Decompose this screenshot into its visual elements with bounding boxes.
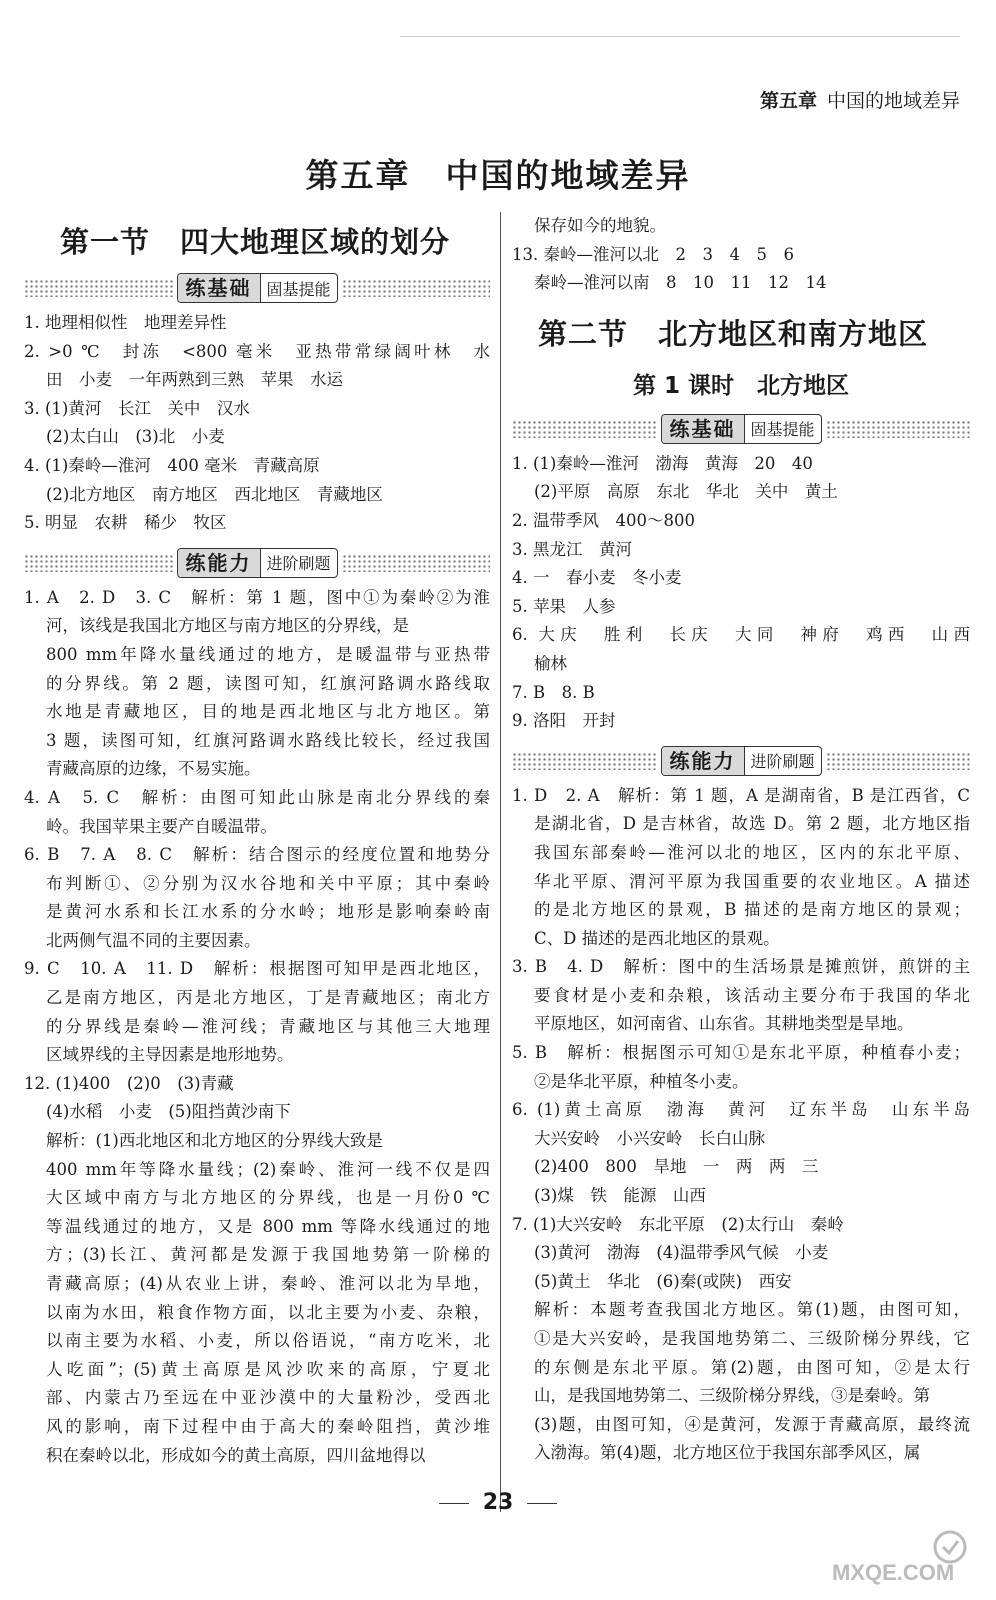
answer-line: 布判断①、②分别为汉水谷地和关中平原；其中秦岭 <box>46 873 490 893</box>
answer-line: 3. 黑龙江 黄河 <box>512 539 632 559</box>
answer-line: 的是北方地区的景观，B 描述的是南方地区的景观； <box>534 900 970 920</box>
answer-line: 6. (1)黄土高原 渤海 黄河 辽东半岛 山东半岛 <box>512 1100 970 1120</box>
answer-line: (2)平原 高原 东北 华北 关中 黄土 <box>534 482 838 502</box>
answer-line: 9. C 10. A 11. D 解析：根据图可知甲是西北地区， <box>24 959 490 979</box>
answer-line: 北两侧气温不同的主要因素。 <box>46 930 261 950</box>
answer-line: 以南为水田，粮食作物方面，以北主要为小麦、杂粮， <box>46 1302 490 1322</box>
banner-sublabel: 固基提能 <box>750 420 815 440</box>
answer-line: 风的影响，南下过程中由于高大的秦岭阻挡，黄沙堆 <box>46 1416 490 1436</box>
answer-line: 积在秦岭以北，形成如今的黄土高原，四川盆地得以 <box>46 1445 426 1465</box>
answer-list <box>512 212 970 298</box>
answer-line: (4)水稻 小麦 (5)阻挡黄沙南下 <box>46 1102 291 1122</box>
banner-sublabel: 进阶刷题 <box>266 554 331 574</box>
answer-line: (3)题，由图可知，④是黄河，发源于青藏高原，最终流 <box>534 1414 970 1434</box>
answer-line: 4. A 5. C 解析：由图可知此山脉是南北分界线的秦 <box>24 787 490 807</box>
answer-list <box>24 309 490 538</box>
running-header <box>760 86 960 113</box>
answer-list <box>24 584 490 1470</box>
answer-line: 解析：本题考查我国北方地区。第(1)题，由图可知， <box>534 1300 970 1320</box>
answer-line: 9. 洛阳 开封 <box>512 711 616 731</box>
answer-line: 1. A 2. D 3. C 解析：第 1 题，图中①为秦岭②为淮 <box>24 587 490 607</box>
answer-line: 青藏高原；(4)从农业上讲，秦岭、淮河以北为旱地， <box>46 1274 490 1293</box>
answer-line: ②是华北平原，种植冬小麦。 <box>534 1071 749 1091</box>
answer-list <box>512 782 970 1468</box>
answer-line: 5. 明显 农耕 稀少 牧区 <box>24 513 227 533</box>
answer-line: (2)400 800 旱地 一 两 两 三 <box>534 1157 819 1177</box>
column-divider <box>500 212 501 1512</box>
section-title: 第一节 四大地理区域的划分 <box>60 225 451 259</box>
banner-ability <box>512 744 970 778</box>
answer-line: 400 mm年等降水量线；(2)秦岭、淮河一线不仅是四 <box>46 1159 490 1179</box>
answer-line: 山，是我国地势第二、三级阶梯分界线，③是秦岭。第 <box>534 1386 930 1406</box>
banner-label: 练基础 <box>662 415 745 443</box>
answer-line: 5. B 解析：根据图示可知①是东北平原，种植春小麦； <box>512 1043 970 1063</box>
answer-line: 3 题，读图可知，红旗河路调水路线比较长，经过我国 <box>46 730 490 750</box>
answer-list <box>512 450 970 736</box>
answer-logo-icon <box>935 1532 965 1562</box>
top-rule <box>400 36 960 37</box>
answer-line: 1. 地理相似性 地理差异性 <box>24 313 227 332</box>
answer-line: 青藏高原的边缘，不易实施。 <box>46 759 261 779</box>
banner-sublabel: 固基提能 <box>266 279 331 299</box>
header-chapter: 第五章 <box>759 90 817 112</box>
answer-line: C、D 描述的是西北地区的景观。 <box>534 928 780 948</box>
answer-line: 解析：(1)西北地区和北方地区的分界线大致是 <box>46 1131 383 1151</box>
answer-line: (3)黄河 渤海 (4)温带季风气候 小麦 <box>534 1243 829 1263</box>
answer-line: 榆林 <box>534 653 567 673</box>
answer-line: 保存如今的地貌。 <box>534 216 666 235</box>
answer-line: 1. (1)秦岭—淮河 渤海 黄海 20 40 <box>512 453 813 473</box>
left-column <box>24 212 490 1470</box>
answer-line: 水地是青藏地区，目的地是西北地区与北方地区。第 <box>46 702 490 722</box>
banner-label: 练能力 <box>662 747 745 775</box>
answer-line: 3. B 4. D 解析：图中的生活场景是摊煎饼，煎饼的主 <box>512 957 970 977</box>
answer-line: 1. D 2. A 解析：第 1 题，A 是湖南省，B 是江西省，C <box>512 785 970 805</box>
answer-line: 4. (1)秦岭—淮河 400 毫米 青藏高原 <box>24 455 320 475</box>
header-title: 中国的地域差异 <box>826 90 960 112</box>
answer-line: 12. (1)400 (2)0 (3)青藏 <box>24 1073 234 1093</box>
watermark-text: MXQE.COM <box>832 1560 955 1585</box>
answer-line: 区域界线的主导因素是地形地势。 <box>46 1045 294 1065</box>
answer-line: 大兴安岭 小兴安岭 长白山脉 <box>534 1128 765 1148</box>
answer-line: 4. 一 春小麦 冬小麦 <box>512 568 682 588</box>
answer-line: 平原地区，如河南省、山东省。其耕地类型是旱地。 <box>534 1014 914 1034</box>
banner-ability <box>24 546 490 580</box>
right-column <box>512 212 970 1468</box>
answer-line: 等温线通过的地方，又是 800 mm 等降水线通过的地 <box>46 1216 490 1236</box>
answer-line: 13. 秦岭—淮河以北 2 3 4 5 6 <box>512 244 794 264</box>
answer-line: 以南主要为水稻、小麦，所以俗语说，“南方吃米，北 <box>46 1331 490 1351</box>
answer-line: 3. (1)黄河 长江 关中 汉水 <box>24 398 250 418</box>
answer-line: (5)黄土 华北 (6)秦(或陕) 西安 <box>534 1271 792 1291</box>
answer-line: 2. >0 ℃ 封冻 <800 毫米 亚热带常绿阔叶林 水 <box>24 341 490 361</box>
answer-line: 乙是南方地区，丙是北方地区，丁是青藏地区；南北方 <box>46 988 490 1008</box>
answer-line: ①是大兴安岭，是我国地势第二、三级阶梯分界线，它 <box>534 1329 970 1348</box>
answer-line: 的分界线是秦岭—淮河线；青藏地区与其他三大地理 <box>46 1016 490 1036</box>
page-number: 23 <box>0 1490 996 1515</box>
banner-label: 练能力 <box>178 549 261 577</box>
answer-line: 岭。我国苹果主要产自暖温带。 <box>46 816 277 836</box>
banner-basic <box>512 412 970 446</box>
answer-line: 秦岭—淮河以南 8 10 11 12 14 <box>534 273 827 293</box>
answer-line: 2. 温带季风 400～800 <box>512 510 695 530</box>
answer-line: 河，该线是我国北方地区与南方地区的分界线，是 <box>46 616 409 636</box>
watermark <box>824 1525 974 1585</box>
answer-line: 部、内蒙古乃至远在中亚沙漠中的大量粉沙，受西北 <box>46 1388 490 1408</box>
answer-line: 要食材是小麦和杂粮，该活动主要分布于我国的华北 <box>534 985 970 1005</box>
section-title: 第二节 北方地区和南方地区 <box>538 316 929 351</box>
banner-basic <box>24 271 490 305</box>
lesson-title: 第 1 课时 北方地区 <box>632 372 850 399</box>
banner-sublabel: 进阶刷题 <box>750 752 815 772</box>
answer-line: 800 mm年降水量线通过的地方，是暖温带与亚热带 <box>46 644 490 664</box>
chapter-title: 第五章 中国的地域差异 <box>305 156 691 195</box>
answer-line: 的分界线。第 2 题，读图可知，红旗河路调水路线取 <box>46 673 490 693</box>
answer-line: (2)北方地区 南方地区 西北地区 青藏地区 <box>46 484 383 504</box>
answer-line: 6. 大庆 胜利 长庆 大同 神府 鸡西 山西 <box>512 625 970 645</box>
answer-line: 7. (1)大兴安岭 东北平原 (2)太行山 秦岭 <box>512 1214 844 1234</box>
answer-line: 7. B 8. B <box>512 682 595 702</box>
answer-line: 5. 苹果 人参 <box>512 596 616 616</box>
answer-line: 是湖北省，D 是吉林省，故选 D。第 2 题，北方地区指 <box>534 814 970 834</box>
answer-line: (3)煤 铁 能源 山西 <box>534 1186 706 1206</box>
answer-line: 田 小麦 一年两熟到三熟 苹果 水运 <box>46 370 343 390</box>
answer-line: 的东侧是东北平原。第(2)题，由图可知，②是太行 <box>534 1357 970 1377</box>
answer-line: (2)太白山 (3)北 小麦 <box>46 427 225 447</box>
answer-line: 人吃面”；(5)黄土高原是风沙吹来的高原，宁夏北 <box>46 1359 490 1379</box>
answer-line: 我国东部秦岭—淮河以北的地区，区内的东北平原、 <box>534 842 970 862</box>
answer-line: 是黄河水系和长江水系的分水岭；地形是影响秦岭南 <box>46 902 490 922</box>
answer-line: 6. B 7. A 8. C 解析：结合图示的经度位置和地势分 <box>24 845 490 865</box>
answer-line: 入渤海。第(4)题，北方地区位于我国东部季风区，属 <box>534 1443 921 1463</box>
banner-label: 练基础 <box>178 274 261 302</box>
answer-line: 大区域中南方与北方地区的分界线，也是一月份0 ℃ <box>46 1188 490 1208</box>
answer-line: 方；(3)长江、黄河都是发源于我国地势第一阶梯的 <box>46 1245 490 1265</box>
answer-line: 华北平原、渭河平原为我国重要的农业地区。A 描述 <box>534 871 970 891</box>
